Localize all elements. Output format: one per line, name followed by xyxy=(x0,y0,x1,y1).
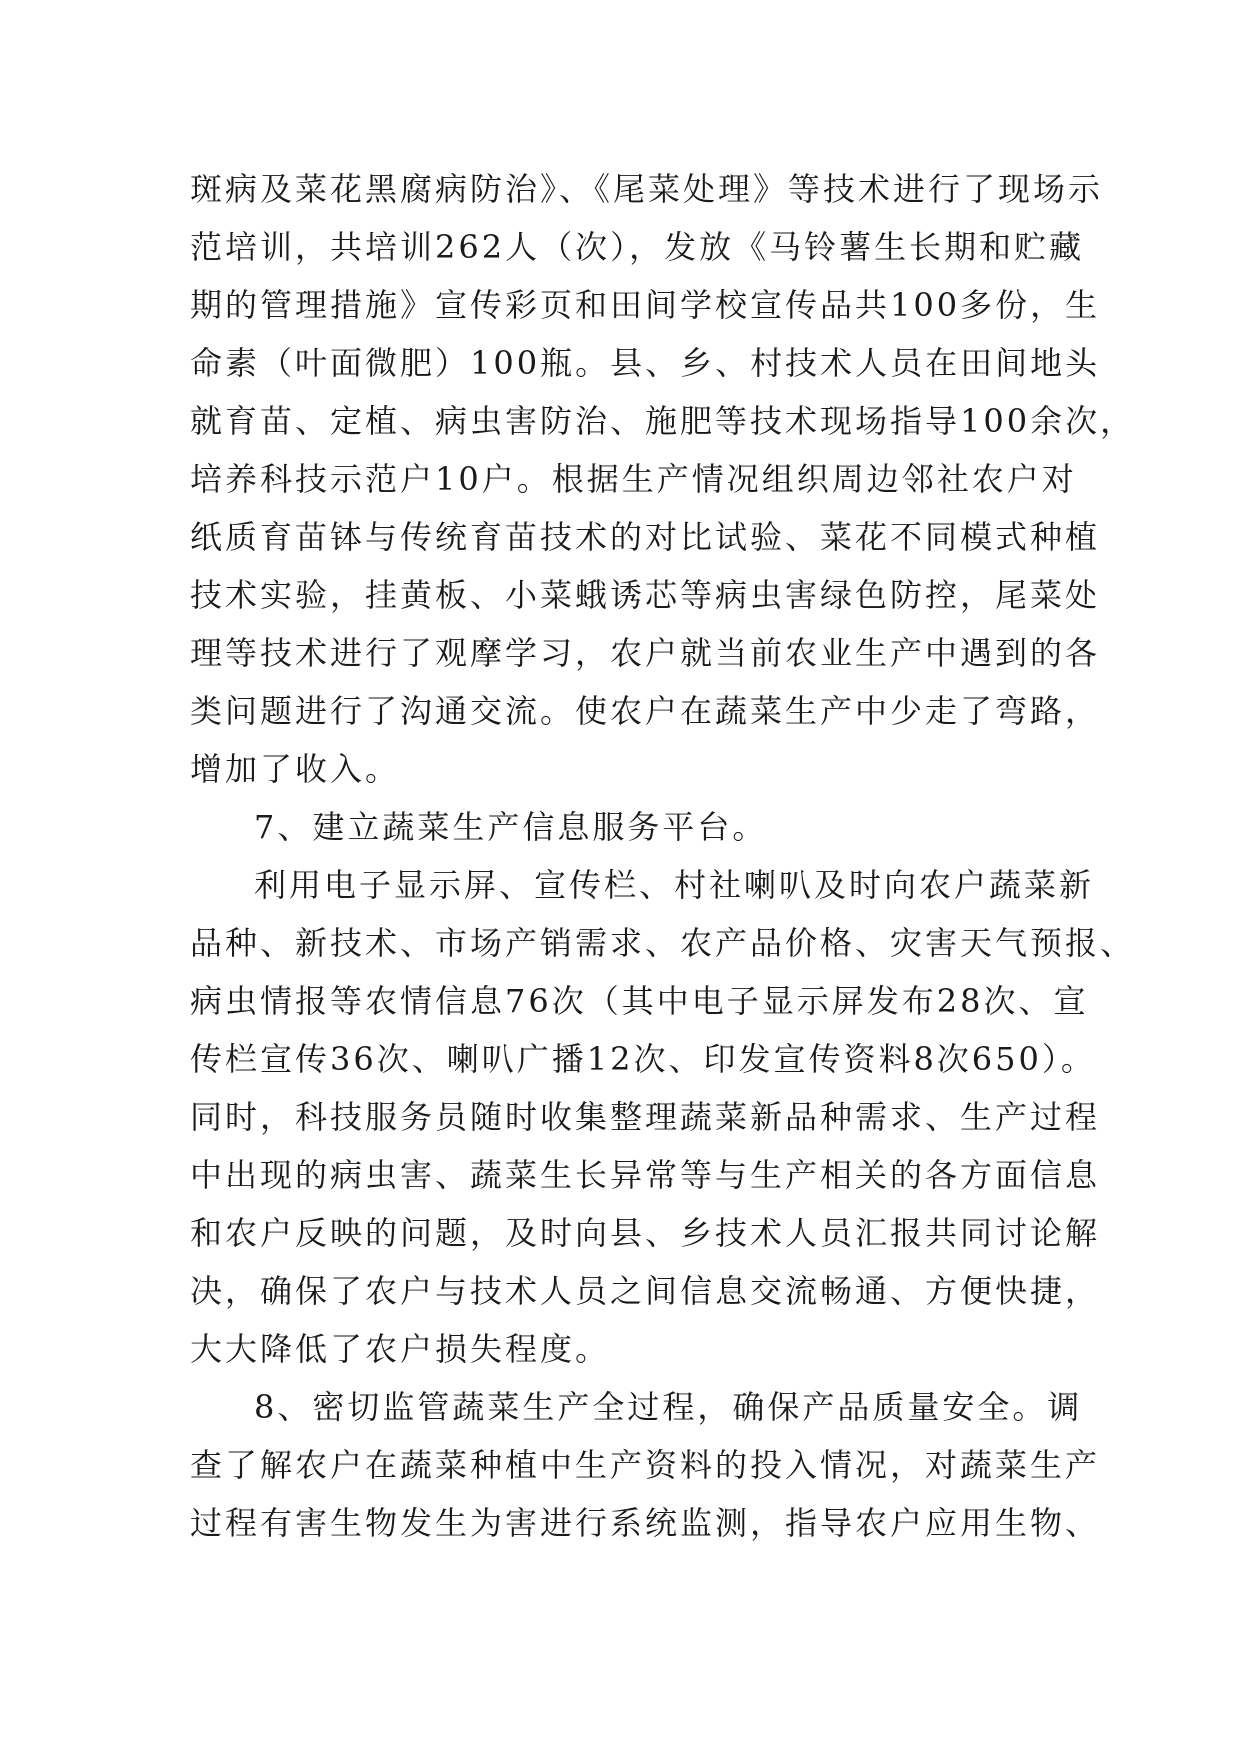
text-line: 技术实验，挂黄板、小菜蛾诱芯等病虫害绿色防控，尾菜处 xyxy=(190,576,1101,614)
text-line: 同时，科技服务员随时收集整理蔬菜新品种需求、生产过程 xyxy=(190,1098,1101,1136)
text-line: 利用电子显示屏、宣传栏、村社喇叭及时向农户蔬菜新 xyxy=(254,866,1095,904)
text-line: 范培训，共培训262人（次），发放《马铃薯生长期和贮藏 xyxy=(190,228,1085,266)
text-line: 命素（叶面微肥）100瓶。县、乡、村技术人员在田间地头 xyxy=(190,344,1101,382)
text-line: 查了解农户在蔬菜种植中生产资料的投入情况，对蔬菜生产 xyxy=(190,1446,1101,1484)
text-line: 和农户反映的问题，及时向县、乡技术人员汇报共同讨论解 xyxy=(190,1214,1101,1252)
text-line: 过程有害生物发生为害进行系统监测，指导农户应用生物、 xyxy=(190,1504,1101,1542)
text-line: 大大降低了农户损失程度。 xyxy=(190,1330,611,1368)
body-text xyxy=(190,160,1136,1552)
text-line: 类问题进行了沟通交流。使农户在蔬菜生产中少走了弯路， xyxy=(190,692,1101,730)
text-line: 决，确保了农户与技术人员之间信息交流畅通、方便快捷， xyxy=(190,1272,1101,1310)
text-line: 培养科技示范户10户。根据生产情况组织周边邻社农户对 xyxy=(190,460,1077,498)
text-line: 传栏宣传36次、喇叭广播12次、印发宣传资料8次650）。 xyxy=(190,1040,1096,1078)
text-line: 就育苗、定植、病虫害防治、施肥等技术现场指导100余次， xyxy=(190,402,1136,440)
text-line: 期的管理措施》宣传彩页和田间学校宣传品共100多份，生 xyxy=(190,286,1101,324)
text-line: 中出现的病虫害、蔬菜生长异常等与生产相关的各方面信息 xyxy=(190,1156,1101,1194)
text-line: 纸质育苗钵与传统育苗技术的对比试验、菜花不同模式种植 xyxy=(190,518,1101,556)
text-line: 品种、新技术、市场产销需求、农产品价格、灾害天气预报、 xyxy=(190,924,1136,962)
text-line: 7、建立蔬菜生产信息服务平台。 xyxy=(254,808,768,846)
text-line: 斑病及菜花黑腐病防治》、《尾菜处理》等技术进行了现场示 xyxy=(190,170,1104,208)
text-line: 8、密切监管蔬菜生产全过程，确保产品质量安全。调 xyxy=(254,1388,1083,1426)
text-line: 理等技术进行了观摩学习，农户就当前农业生产中遇到的各 xyxy=(190,634,1101,672)
text-line: 病虫情报等农情信息76次（其中电子显示屏发布28次、宣 xyxy=(190,982,1089,1020)
text-line: 增加了收入。 xyxy=(190,750,401,788)
